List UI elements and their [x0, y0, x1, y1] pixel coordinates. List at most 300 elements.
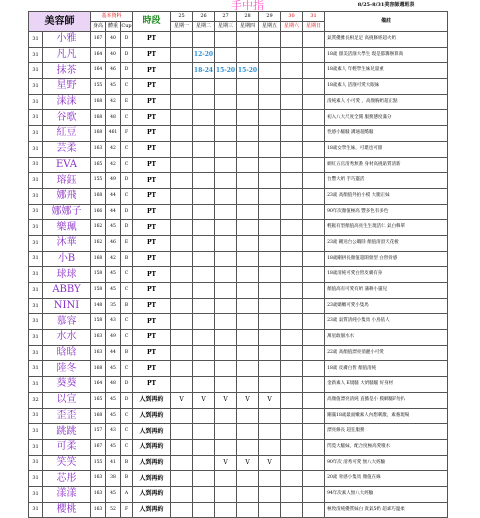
schedule-cell [193, 126, 215, 142]
schedule-cell [259, 110, 281, 126]
stylist-name: 娜娜子 [43, 204, 91, 220]
schedule-cell [303, 235, 325, 251]
row-number: 31 [29, 220, 43, 236]
schedule-cell [237, 110, 259, 126]
table-row [29, 377, 448, 393]
row-number: 31 [29, 283, 43, 299]
schedule-cell [171, 204, 193, 220]
table-row [29, 157, 448, 173]
schedule-cell [215, 502, 237, 518]
schedule-cell [281, 298, 303, 314]
schedule-cell [215, 345, 237, 361]
row-number: 32 [29, 392, 43, 408]
stylist-shift-type: PT [133, 361, 171, 377]
stylist-name: 瑢鈺 [43, 173, 91, 189]
schedule-cell [193, 188, 215, 204]
schedule-cell [171, 251, 193, 267]
schedule-cell [259, 204, 281, 220]
stylist-shift-type: PT [133, 251, 171, 267]
schedule-cell [193, 283, 215, 299]
schedule-cell [303, 47, 325, 63]
stylist-shift-type: 人到再約 [133, 486, 171, 502]
table-row [29, 486, 448, 502]
stylist-height: 155 [91, 455, 106, 471]
stylist-note: 剛滿18歲最面嫩素人內想刺激，素養現場 [325, 408, 448, 424]
stylist-name: EVA [43, 157, 91, 173]
schedule-cell [215, 439, 237, 455]
schedule-cell: V [259, 455, 281, 471]
schedule-cell [281, 314, 303, 330]
stylist-note: 23歲 高顏值外拍小模 大腿正妹 [325, 188, 448, 204]
schedule-cell [237, 141, 259, 157]
stylist-note: 90年次顏值極高 豐多色有多色 [325, 204, 448, 220]
schedule-cell [215, 486, 237, 502]
row-number: 31 [29, 173, 43, 189]
stylist-note: 18歲清純可愛白皙皮膚有身 [325, 267, 448, 283]
table-row [29, 79, 448, 95]
schedule-cell [193, 408, 215, 424]
stylist-shift-type: PT [133, 235, 171, 251]
schedule-cell [281, 126, 303, 142]
schedule-cell [259, 32, 281, 48]
schedule-cell [237, 267, 259, 283]
schedule-cell: V [215, 455, 237, 471]
stylist-weight: 44 [106, 204, 121, 220]
row-number: 31 [29, 330, 43, 346]
stylist-weight: 42 [106, 94, 121, 110]
schedule-cell [171, 408, 193, 424]
stylist-cup: C [121, 283, 133, 299]
schedule-cell [237, 502, 259, 518]
schedule-cell [303, 79, 325, 95]
stylist-note: 輕鬆有型顏值高亮生生現活仁 氣白韓單 [325, 220, 448, 236]
header-weight: 體重 [106, 22, 121, 32]
schedule-sheet [28, 0, 448, 518]
weekday-mon: 星期一 [171, 22, 193, 32]
row-number: 31 [29, 63, 43, 79]
stylist-weight: 45 [106, 267, 121, 283]
stylist-name: 谷歌 [43, 110, 91, 126]
stylist-weight: 46 [106, 235, 121, 251]
stylist-shift-type: 人到再約 [133, 455, 171, 471]
schedule-cell [281, 141, 303, 157]
schedule-cell [215, 377, 237, 393]
table-row [29, 361, 448, 377]
table-row [29, 439, 448, 455]
stylist-name: 晗晗 [43, 345, 91, 361]
schedule-cell [259, 486, 281, 502]
schedule-cell [171, 110, 193, 126]
stylist-weight: 42 [106, 157, 121, 173]
stylist-name: 歪歪 [43, 408, 91, 424]
schedule-cell [171, 345, 193, 361]
row-number: 31 [29, 486, 43, 502]
schedule-cell: V [193, 392, 215, 408]
schedule-cell [303, 408, 325, 424]
schedule-cell [281, 110, 303, 126]
stylist-shift-type: PT [133, 94, 171, 110]
schedule-cell [303, 314, 325, 330]
table-row [29, 471, 448, 487]
schedule-cell [215, 235, 237, 251]
stylist-height: 168 [91, 408, 106, 424]
stylist-name: 娜飛 [43, 188, 91, 204]
stylist-cup: C [121, 408, 133, 424]
weekday-sat: 星期六 [281, 22, 303, 32]
stylist-weight: 45 [106, 486, 121, 502]
stylist-cup: B [121, 345, 133, 361]
table-row [29, 188, 448, 204]
date-29: 29 [259, 12, 281, 22]
row-number: 31 [29, 345, 43, 361]
schedule-cell [281, 471, 303, 487]
stylist-height: 168 [91, 251, 106, 267]
stylist-cup: D [121, 173, 133, 189]
stylist-note: 金新素人 E規騷 大奶騷騷 好身材 [325, 377, 448, 393]
schedule-cell [259, 157, 281, 173]
schedule-cell [171, 47, 193, 63]
table-row [29, 345, 448, 361]
stylist-weight: 42 [106, 251, 121, 267]
stylist-shift-type: 人到再約 [133, 392, 171, 408]
schedule-cell [171, 157, 193, 173]
stylist-note: 90年次 清秀可愛 無八大經驗 [325, 455, 448, 471]
table-row [29, 235, 448, 251]
header-height: 身高 [91, 22, 106, 32]
stylist-shift-type: PT [133, 330, 171, 346]
schedule-cell [237, 361, 259, 377]
schedule-cell [259, 377, 281, 393]
stylist-cup: B [121, 251, 133, 267]
schedule-cell [237, 220, 259, 236]
schedule-cell [281, 32, 303, 48]
stylist-height: 163 [91, 330, 106, 346]
stylist-note: 清純素人 小可愛 ，高顏胸奶超正點 [325, 94, 448, 110]
row-number: 31 [29, 502, 43, 518]
schedule-cell [171, 314, 193, 330]
schedule-cell [259, 251, 281, 267]
schedule-cell [215, 298, 237, 314]
stylist-cup: E [121, 235, 133, 251]
stylist-weight: 35 [106, 298, 121, 314]
schedule-cell [303, 63, 325, 79]
table-row [29, 314, 448, 330]
schedule-cell [171, 220, 193, 236]
weekday-tue: 星期二 [193, 22, 215, 32]
stylist-cup: C [121, 110, 133, 126]
schedule-cell [193, 267, 215, 283]
stylist-weight: 46 [106, 63, 121, 79]
schedule-cell [193, 330, 215, 346]
stylist-shift-type: PT [133, 188, 171, 204]
row-number: 31 [29, 267, 43, 283]
table-row [29, 126, 448, 142]
schedule-cell [193, 141, 215, 157]
schedule-table [28, 0, 448, 518]
stylist-cup: D [121, 220, 133, 236]
table-row [29, 47, 448, 63]
schedule-cell [303, 204, 325, 220]
stylist-height: 158 [91, 283, 106, 299]
schedule-cell [281, 204, 303, 220]
schedule-cell: 12-20 [193, 47, 215, 63]
schedule-cell: V [171, 392, 193, 408]
schedule-cell [171, 330, 193, 346]
schedule-cell [171, 471, 193, 487]
stylist-name: 星野 [43, 79, 91, 95]
table-row [29, 330, 448, 346]
weekday-thu: 星期四 [237, 22, 259, 32]
row-number: 31 [29, 204, 43, 220]
header-cup: Cup [121, 22, 133, 32]
schedule-cell [171, 502, 193, 518]
stylist-height: 155 [91, 173, 106, 189]
schedule-cell [237, 283, 259, 299]
schedule-cell [237, 314, 259, 330]
schedule-cell [281, 486, 303, 502]
stylist-shift-type: 人到再約 [133, 471, 171, 487]
schedule-cell [193, 439, 215, 455]
stylist-cup: C [121, 424, 133, 440]
schedule-cell [171, 439, 193, 455]
table-row [29, 267, 448, 283]
schedule-cell [193, 471, 215, 487]
stylist-weight: 45 [106, 79, 121, 95]
stylist-shift-type: PT [133, 63, 171, 79]
stylist-name: 漾漾 [43, 486, 91, 502]
schedule-cell [281, 408, 303, 424]
schedule-cell [303, 455, 325, 471]
schedule-cell [281, 283, 303, 299]
stylist-note: 18歲 甜美活潑大學生 現是都籌辦算商 [325, 47, 448, 63]
schedule-cell [193, 94, 215, 110]
table-row [29, 251, 448, 267]
stylist-note: 18歲剛拼長顏值超開發型 白皙骨感 [325, 251, 448, 267]
stylist-cup: B [121, 298, 133, 314]
stylist-height: 163 [91, 471, 106, 487]
stylist-cup: C [121, 361, 133, 377]
schedule-cell: V [215, 392, 237, 408]
schedule-cell [193, 251, 215, 267]
schedule-cell [215, 408, 237, 424]
schedule-cell [237, 94, 259, 110]
schedule-cell [193, 298, 215, 314]
schedule-cell [303, 330, 325, 346]
stylist-weight: 40 [106, 32, 121, 48]
schedule-cell [193, 345, 215, 361]
schedule-cell [303, 345, 325, 361]
stylist-shift-type: PT [133, 204, 171, 220]
schedule-cell [237, 47, 259, 63]
schedule-cell [237, 471, 259, 487]
stylist-note: 94年次素人無八大經驗 [325, 486, 448, 502]
schedule-cell [303, 361, 325, 377]
row-number: 31 [29, 361, 43, 377]
stylist-height: 157 [91, 424, 106, 440]
table-row [29, 141, 448, 157]
schedule-cell [171, 424, 193, 440]
stylist-cup: D [121, 377, 133, 393]
stylist-height: 164 [91, 63, 106, 79]
schedule-cell [259, 424, 281, 440]
stylist-name: 芯彤 [43, 471, 91, 487]
row-number: 31 [29, 32, 43, 48]
table-row [29, 204, 448, 220]
schedule-cell [171, 377, 193, 393]
schedule-cell [215, 314, 237, 330]
stylist-shift-type: PT [133, 47, 171, 63]
stylist-shift-type: PT [133, 314, 171, 330]
date-31: 31 [303, 12, 325, 22]
schedule-cell [237, 204, 259, 220]
stylist-note: 性感小騷騷 溝通超酷騷 [325, 126, 448, 142]
table-row [29, 408, 448, 424]
schedule-cell [193, 502, 215, 518]
stylist-weight: 45 [106, 220, 121, 236]
stylist-weight: 45 [106, 361, 121, 377]
schedule-cell [259, 283, 281, 299]
table-row [29, 298, 448, 314]
stylist-weight: 43 [106, 424, 121, 440]
stylist-shift-type: 人到再約 [133, 502, 171, 518]
stylist-name: 紅豆 [43, 126, 91, 142]
schedule-cell [171, 455, 193, 471]
stylist-note: 萬星敢個水水 [325, 330, 448, 346]
stylist-height: 163 [91, 486, 106, 502]
header-shift: 時段 [133, 12, 171, 32]
stylist-note: 23歲 氣質清純小隻馬 小鳥依人 [325, 314, 448, 330]
schedule-cell [281, 235, 303, 251]
stylist-weight: 49 [106, 330, 121, 346]
row-number: 31 [29, 110, 43, 126]
schedule-cell [237, 126, 259, 142]
schedule-cell [281, 502, 303, 518]
schedule-cell [215, 204, 237, 220]
schedule-cell [237, 251, 259, 267]
stylist-shift-type: PT [133, 220, 171, 236]
stylist-height: 167 [91, 439, 106, 455]
stylist-name: 陸冬 [43, 361, 91, 377]
schedule-cell [281, 47, 303, 63]
stylist-name: 抹茶 [43, 63, 91, 79]
schedule-cell [303, 110, 325, 126]
banner-title: 手中指 [171, 0, 325, 12]
row-number: 31 [29, 298, 43, 314]
schedule-cell [303, 220, 325, 236]
schedule-cell [237, 377, 259, 393]
stylist-shift-type: 人到再約 [133, 424, 171, 440]
schedule-cell [215, 110, 237, 126]
schedule-cell [259, 94, 281, 110]
stylist-weight: 52 [106, 502, 121, 518]
schedule-cell: 18-24 [193, 63, 215, 79]
stylist-name: 凡凡 [43, 47, 91, 63]
schedule-cell [171, 235, 193, 251]
schedule-cell [303, 392, 325, 408]
schedule-cell [259, 330, 281, 346]
schedule-cell [259, 188, 281, 204]
weekday-sun: 星期日 [303, 22, 325, 32]
stylist-name: 慕容 [43, 314, 91, 330]
schedule-cell [259, 502, 281, 518]
stylist-weight: 461 [106, 126, 121, 142]
stylist-cup: D [121, 204, 133, 220]
stylist-height: 162 [91, 220, 106, 236]
table-row [29, 94, 448, 110]
schedule-cell [303, 502, 325, 518]
weekday-fri: 星期五 [259, 22, 281, 32]
schedule-cell [171, 298, 193, 314]
schedule-cell [259, 63, 281, 79]
stylist-shift-type: PT [133, 79, 171, 95]
stylist-weight: 49 [106, 173, 121, 189]
stylist-height: 168 [91, 188, 106, 204]
stylist-shift-type: PT [133, 157, 171, 173]
schedule-cell [303, 486, 325, 502]
schedule-cell [259, 345, 281, 361]
schedule-cell [171, 126, 193, 142]
stylist-height: 162 [91, 235, 106, 251]
schedule-cell [215, 94, 237, 110]
stylist-height: 164 [91, 377, 106, 393]
stylist-weight: 43 [106, 314, 121, 330]
table-row [29, 220, 448, 236]
row-number: 31 [29, 251, 43, 267]
schedule-cell [259, 439, 281, 455]
date-28: 28 [237, 12, 259, 22]
stylist-weight: 38 [106, 471, 121, 487]
row-number: 31 [29, 94, 43, 110]
schedule-cell [281, 94, 303, 110]
schedule-cell [215, 126, 237, 142]
schedule-cell [215, 361, 237, 377]
stylist-name: 水水 [43, 330, 91, 346]
stylist-note: 顏值高有可愛有奶 蒲耕小貓兒 [325, 283, 448, 299]
stylist-name: 櫻桃 [43, 502, 91, 518]
schedule-cell [303, 298, 325, 314]
stylist-note: 20歲 骨感小隻馬 顏值在線 [325, 471, 448, 487]
stylist-height: 168 [91, 361, 106, 377]
stylist-note: 網紅五官清秀無番 身材高挑貼質清新 [325, 157, 448, 173]
schedule-cell [171, 79, 193, 95]
schedule-cell [303, 377, 325, 393]
schedule-cell [259, 314, 281, 330]
schedule-cell [171, 173, 193, 189]
schedule-cell [303, 94, 325, 110]
schedule-cell [237, 439, 259, 455]
stylist-shift-type: PT [133, 173, 171, 189]
schedule-cell [281, 157, 303, 173]
stylist-cup: D [121, 47, 133, 63]
schedule-cell [303, 471, 325, 487]
schedule-cell [303, 439, 325, 455]
row-number: 31 [29, 47, 43, 63]
schedule-cell [237, 424, 259, 440]
schedule-cell [259, 126, 281, 142]
stylist-height: 165 [91, 392, 106, 408]
stylist-height: 168 [91, 94, 106, 110]
schedule-cell [215, 157, 237, 173]
schedule-cell [303, 126, 325, 142]
stylist-name: 笑笑 [43, 455, 91, 471]
stylist-name: 樂珮 [43, 220, 91, 236]
stylist-note: 23歲 剛送台公職陸 顏值清頂天花板 [325, 235, 448, 251]
stylist-cup: A [121, 486, 133, 502]
stylist-cup: C [121, 157, 133, 173]
date-27: 27 [215, 12, 237, 22]
schedule-cell [259, 220, 281, 236]
stylist-cup: D [121, 32, 133, 48]
